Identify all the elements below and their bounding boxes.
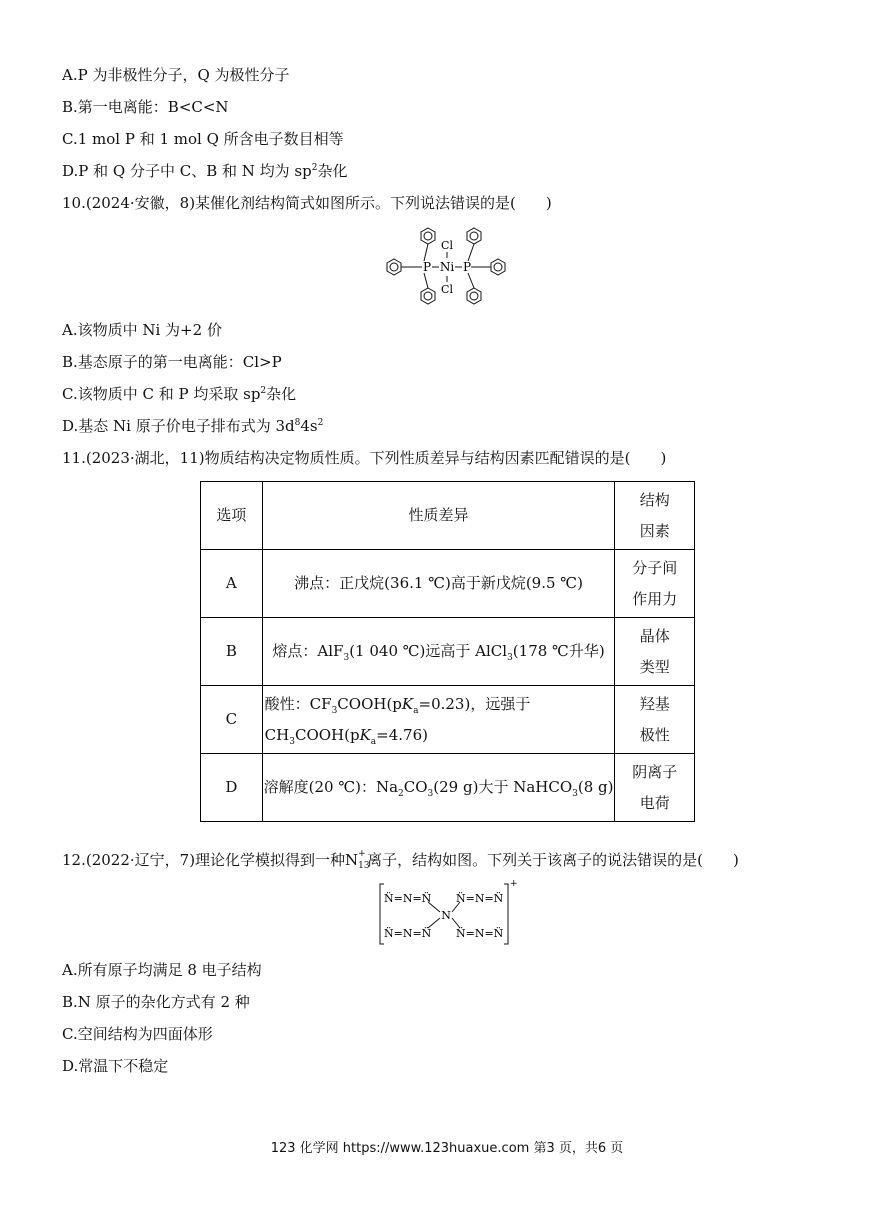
azide-group: N̈=N=N̈: [384, 927, 432, 940]
header-option: 选项: [201, 482, 263, 550]
text-run: CO: [403, 778, 428, 796]
q10-option-c-tail: 杂化: [266, 385, 297, 403]
right-bracket: [504, 884, 508, 944]
subscript: 3: [427, 789, 434, 799]
table-row: [201, 686, 695, 754]
text-run: =4.76): [376, 725, 428, 744]
superscript: 8: [294, 418, 301, 428]
row-factor-line1: 羟基: [639, 694, 670, 713]
text-run: COOH(p: [337, 694, 402, 713]
q11-stem: 11.(2023·湖北，11)物质结构决定物质性质。下列性质差异与结构因素匹配错误的是( ): [62, 449, 667, 467]
row-factor: [615, 686, 695, 754]
row-factor-line2: 电荷: [639, 793, 670, 812]
phenyl-ring: [467, 228, 481, 244]
row-factor-line2: 作用力: [632, 589, 678, 608]
atom-phosphorus: P: [422, 260, 432, 274]
text-run: 溶解度(20 ℃)：Na: [263, 778, 399, 796]
q10-option-d-mid: 4s: [300, 417, 318, 435]
q10-option-c: [62, 382, 296, 406]
phenyl-ring: [387, 259, 401, 275]
superscript: 2: [311, 163, 318, 173]
q12-option-b: B.N 原子的杂化方式有 2 种: [62, 993, 250, 1011]
subscript: a: [413, 705, 419, 716]
row-option: A: [201, 550, 263, 618]
q12-option-a: A.所有原子均满足 8 电子结构: [62, 961, 262, 979]
ion-charge: +: [358, 849, 366, 859]
q12-stem-text: 12.(2022·辽宁，7)理论化学模拟得到一种N: [62, 851, 359, 869]
superscript: 2: [317, 418, 324, 428]
phenyl-ring: [421, 288, 435, 304]
q9-option-d: [62, 159, 347, 183]
subscript: 3: [289, 736, 295, 747]
n13-ion-structure: [376, 878, 516, 950]
q12-option-c: C.空间结构为四面体形: [62, 1025, 213, 1043]
q9-option-d-tail: 杂化: [317, 162, 348, 180]
phenyl-ring: [491, 259, 505, 275]
text-run: (178 ℃升华): [512, 642, 605, 660]
text-run: (8 g): [577, 778, 614, 796]
row-difference: 沸点：正戊烷(36.1 ℃)高于新戊烷(9.5 ℃): [262, 550, 615, 618]
superscript: 2: [260, 386, 267, 396]
q9-option-d-text: D.P 和 Q 分子中 C、B 和 N 均为 sp: [62, 162, 312, 180]
row-factor-line2: 类型: [639, 657, 670, 676]
row-option: C: [201, 686, 263, 754]
q12-stem-tail: 离子，结构如图。下列关于该离子的说法错误的是( ): [367, 851, 739, 869]
q10-stem: 10.(2024·安徽，8)某催化剂结构简式如图所示。下列说法错误的是( ): [62, 194, 552, 212]
text-run: 酸性：CF: [264, 694, 332, 713]
subscript: 3: [507, 653, 513, 663]
phenyl-ring: [467, 288, 481, 304]
q10-option-b: B.基态原子的第一电离能：Cl>P: [62, 353, 282, 371]
table-row: [201, 754, 695, 822]
table-row: [201, 550, 695, 618]
q10-option-a: A.该物质中 Ni 为+2 价: [62, 321, 222, 339]
text-run: CH: [264, 725, 290, 744]
property-table: [200, 481, 695, 822]
azide-group: N̈=N=N̈: [456, 927, 504, 940]
q12-option-d: D.常温下不稳定: [62, 1057, 169, 1075]
nickel-complex-structure: [378, 222, 514, 312]
atom-phosphorus: P: [462, 260, 472, 274]
table-row: [201, 618, 695, 686]
row-factor: [615, 550, 695, 618]
ion-subscript: 13: [358, 861, 370, 871]
text-run: (1 040 ℃)远高于 AlCl: [349, 642, 508, 660]
atom-nickel: Ni: [439, 260, 455, 274]
header-factor-line1: 结构: [639, 490, 670, 509]
subscript: 3: [331, 705, 338, 716]
q10-option-c-text: C.该物质中 C 和 P 均采取 sp: [62, 385, 261, 403]
azide-group: N̈=N=N̈: [456, 892, 504, 905]
q9-option-a: A.P 为非极性分子，Q 为极性分子: [62, 66, 290, 84]
q9-option-b: B.第一电离能：B<C<N: [62, 98, 229, 116]
row-factor-line1: 阴离子: [632, 762, 678, 781]
row-difference: [262, 686, 615, 754]
table-header-row: [201, 482, 695, 550]
subscript: 2: [398, 789, 404, 799]
row-factor-line2: 极性: [639, 725, 670, 744]
text-run: COOH(p: [294, 725, 360, 744]
atom-chlorine: Cl: [441, 283, 453, 296]
text-run: (29 g)大于 NaHCO: [433, 778, 573, 796]
central-nitrogen: N: [441, 909, 451, 922]
subscript: 3: [343, 653, 350, 663]
text-run: =0.23)，远强于: [418, 694, 531, 713]
azide-group: N̈=N=N̈: [384, 892, 432, 905]
row-difference: [262, 754, 615, 822]
row-factor-line1: 晶体: [639, 626, 670, 645]
q12-stem: [62, 848, 739, 872]
row-difference: [262, 618, 615, 686]
q10-option-d-text: D.基态 Ni 原子价电子排布式为 3d: [62, 417, 295, 435]
q9-option-c: C.1 mol P 和 1 mol Q 所含电子数目相等: [62, 130, 344, 148]
row-option: B: [201, 618, 263, 686]
text-run: K: [359, 725, 371, 744]
atom-chlorine: Cl: [441, 239, 453, 252]
q10-option-d: [62, 414, 323, 438]
subscript: 3: [572, 789, 578, 799]
row-factor: [615, 618, 695, 686]
text-run: 熔点：AlF: [272, 642, 344, 660]
header-factor-line2: 因素: [639, 521, 670, 540]
text-run: K: [401, 694, 414, 713]
ion-charge: +: [510, 879, 518, 889]
row-option: D: [201, 754, 263, 822]
header-factor: [615, 482, 695, 550]
subscript: a: [370, 736, 377, 747]
page-footer: 123 化学网 https://www.123huaxue.com 第3 页，共6 页: [270, 1141, 624, 1156]
phenyl-ring: [421, 228, 435, 244]
row-factor-line1: 分子间: [632, 558, 678, 577]
header-difference: 性质差异: [262, 482, 615, 550]
row-factor: [615, 754, 695, 822]
